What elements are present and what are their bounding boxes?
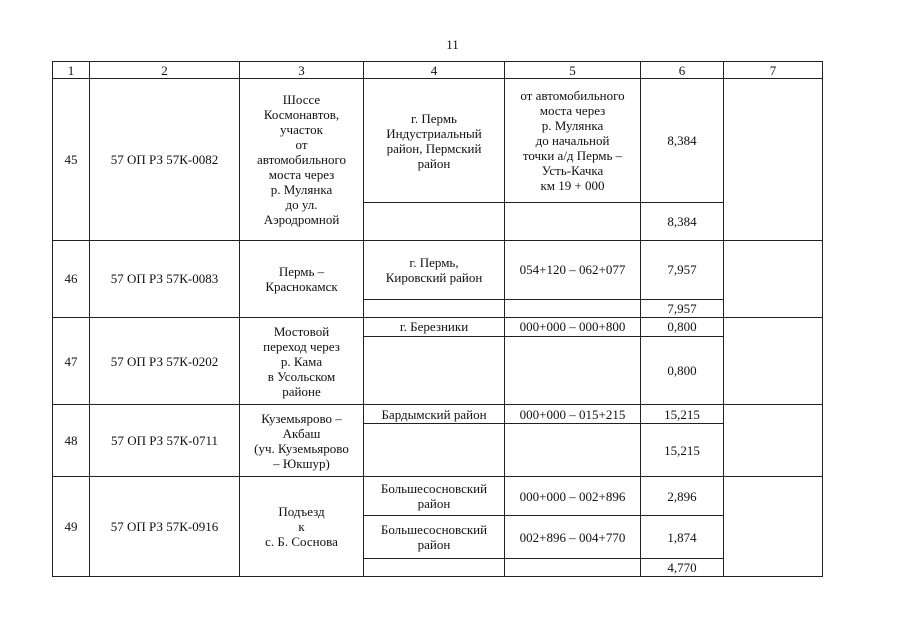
roads-table — [52, 61, 823, 577]
table-row — [53, 240, 823, 300]
km-range: 002+896 – 004+770 — [505, 516, 641, 558]
total-length: 7,957 — [641, 300, 724, 318]
km-range: 000+000 – 015+215 — [505, 405, 641, 424]
table-row — [53, 476, 823, 515]
page-number: 11 — [446, 37, 459, 52]
note-cell — [724, 476, 823, 576]
column-number: 4 — [364, 62, 505, 79]
km-range: от автомобильного моста через р. Мулянка до начальной точки а/д Пермь – Усть-Качка км 19 + 000 — [505, 79, 641, 203]
total-length: 8,384 — [641, 203, 724, 240]
column-number: 6 — [641, 62, 724, 79]
column-number-row — [53, 62, 823, 79]
length-km: 1,874 — [641, 516, 724, 558]
road-name: Мостовой переход через р. Кама в Усольском районе — [240, 318, 364, 405]
row-number: 46 — [53, 240, 90, 318]
column-number: 1 — [53, 62, 90, 79]
length-km: 15,215 — [641, 405, 724, 424]
column-number: 3 — [240, 62, 364, 79]
km-range — [505, 203, 641, 240]
row-number: 49 — [53, 476, 90, 576]
column-number: 7 — [724, 62, 823, 79]
row-number: 45 — [53, 79, 90, 241]
table-row — [53, 79, 823, 203]
location: г. Березники — [364, 318, 505, 336]
total-length: 4,770 — [641, 558, 724, 576]
location — [364, 424, 505, 477]
road-code: 57 ОП РЗ 57К-0711 — [90, 405, 240, 477]
location — [364, 300, 505, 318]
location: Большесосновский район — [364, 476, 505, 515]
row-number: 48 — [53, 405, 90, 477]
total-length: 15,215 — [641, 424, 724, 477]
note-cell — [724, 79, 823, 241]
location — [364, 558, 505, 576]
note-cell — [724, 240, 823, 318]
total-length: 0,800 — [641, 336, 724, 405]
location: г. Пермь, Кировский район — [364, 240, 505, 300]
location: Бардымский район — [364, 405, 505, 424]
km-range: 054+120 – 062+077 — [505, 240, 641, 300]
road-code: 57 ОП РЗ 57К-0202 — [90, 318, 240, 405]
km-range — [505, 336, 641, 405]
row-number: 47 — [53, 318, 90, 405]
road-name: Куземьярово – Акбаш (уч. Куземьярово – Юкшур) — [240, 405, 364, 477]
table-row — [53, 405, 823, 424]
km-range: 000+000 – 000+800 — [505, 318, 641, 336]
km-range: 000+000 – 002+896 — [505, 476, 641, 515]
length-km: 8,384 — [641, 79, 724, 203]
location — [364, 203, 505, 240]
road-name: Подъезд к с. Б. Соснова — [240, 476, 364, 576]
note-cell — [724, 318, 823, 405]
length-km: 7,957 — [641, 240, 724, 300]
location: г. Пермь Индустриальный район, Пермский район — [364, 79, 505, 203]
column-number: 5 — [505, 62, 641, 79]
note-cell — [724, 405, 823, 477]
road-code: 57 ОП РЗ 57К-0083 — [90, 240, 240, 318]
km-range — [505, 424, 641, 477]
table-row — [53, 318, 823, 336]
location — [364, 336, 505, 405]
road-name: Шоссе Космонавтов, участок от автомобильного моста через р. Мулянка до ул. Аэродромной — [240, 79, 364, 241]
road-name: Пермь – Краснокамск — [240, 240, 364, 318]
location: Большесосновский район — [364, 516, 505, 558]
km-range — [505, 558, 641, 576]
road-code: 57 ОП РЗ 57К-0916 — [90, 476, 240, 576]
km-range — [505, 300, 641, 318]
column-number: 2 — [90, 62, 240, 79]
length-km: 2,896 — [641, 476, 724, 515]
road-code: 57 ОП РЗ 57К-0082 — [90, 79, 240, 241]
length-km: 0,800 — [641, 318, 724, 336]
